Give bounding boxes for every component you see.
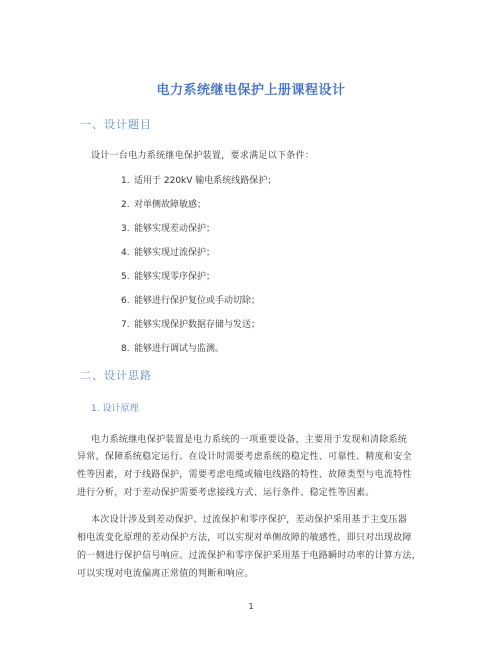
requirement-text: 能够进行保护复位或手动切除； — [134, 296, 261, 306]
requirement-text: 能够进行调试与监测。 — [134, 344, 225, 354]
section-heading-design-topic: 一、设计题目 — [80, 118, 152, 131]
requirement-item — [121, 197, 206, 210]
requirement-number: 5. — [121, 272, 130, 282]
requirement-number: 2. — [121, 200, 130, 210]
paragraph-line: 可以实现对电流偏离正常值的判断和响应。 — [77, 569, 254, 579]
requirement-item — [121, 341, 224, 354]
paragraph-line: 异常，保障系统稳定运行。在设计时需要考虑系统的稳定性、可靠性、精度和安全 — [77, 452, 412, 462]
requirement-text: 能够实现差动保护； — [134, 224, 216, 234]
document-title: 电力系统继电保护上册课程设计 — [156, 83, 346, 98]
subsection-heading-design-principle: 1. 设计原理 — [91, 404, 139, 414]
requirement-item — [121, 317, 260, 330]
requirement-number: 7. — [121, 320, 130, 330]
requirement-number: 6. — [121, 296, 130, 306]
requirement-item — [121, 245, 215, 258]
section1-intro: 设计一台电力系统继电保护装置，要求满足以下条件： — [91, 151, 315, 161]
requirement-text: 对单侧故障敏感； — [134, 200, 207, 210]
requirement-number: 1. — [121, 176, 130, 186]
paragraph-line: 性等因素，对于线路保护，需要考虑电缆或输电线路的特性、故障类型与电流特性 — [77, 470, 412, 480]
paragraph-line: 相电流变化原理的差动保护方法，可以实现对单侧故障的敏感性，即只对出现故障 — [77, 533, 412, 543]
requirement-number: 8. — [121, 344, 130, 354]
requirement-item — [121, 173, 276, 186]
section-heading-design-approach: 二、设计思路 — [80, 369, 152, 382]
requirement-item — [121, 293, 260, 306]
paragraph-line: 的一侧进行保护信号响应。过流保护和零序保护采用基于电路瞬时功率的计算方法， — [77, 551, 422, 561]
paragraph-line: 电力系统继电保护装置是电力系统的一项重要设备，主要用于发现和清除系统 — [91, 435, 408, 445]
requirement-number: 3. — [121, 224, 130, 234]
paragraph-line: 本次设计涉及到差动保护、过流保护和零序保护，差动保护采用基于主变压器 — [91, 515, 408, 525]
requirement-text: 能够实现过流保护； — [134, 248, 216, 258]
requirement-item — [121, 269, 215, 282]
requirement-number: 4. — [121, 248, 130, 258]
requirement-text: 能够实现保护数据存储与发送； — [134, 320, 261, 330]
requirement-item — [121, 221, 215, 234]
page-number: 1 — [248, 602, 254, 611]
requirement-text: 适用于 220kV 输电系统线路保护； — [134, 176, 277, 186]
requirement-text: 能够实现零序保护； — [134, 272, 216, 282]
paragraph-line: 进行分析，对于差动保护需要考虑接线方式、运行条件、稳定性等因素。 — [77, 488, 375, 498]
